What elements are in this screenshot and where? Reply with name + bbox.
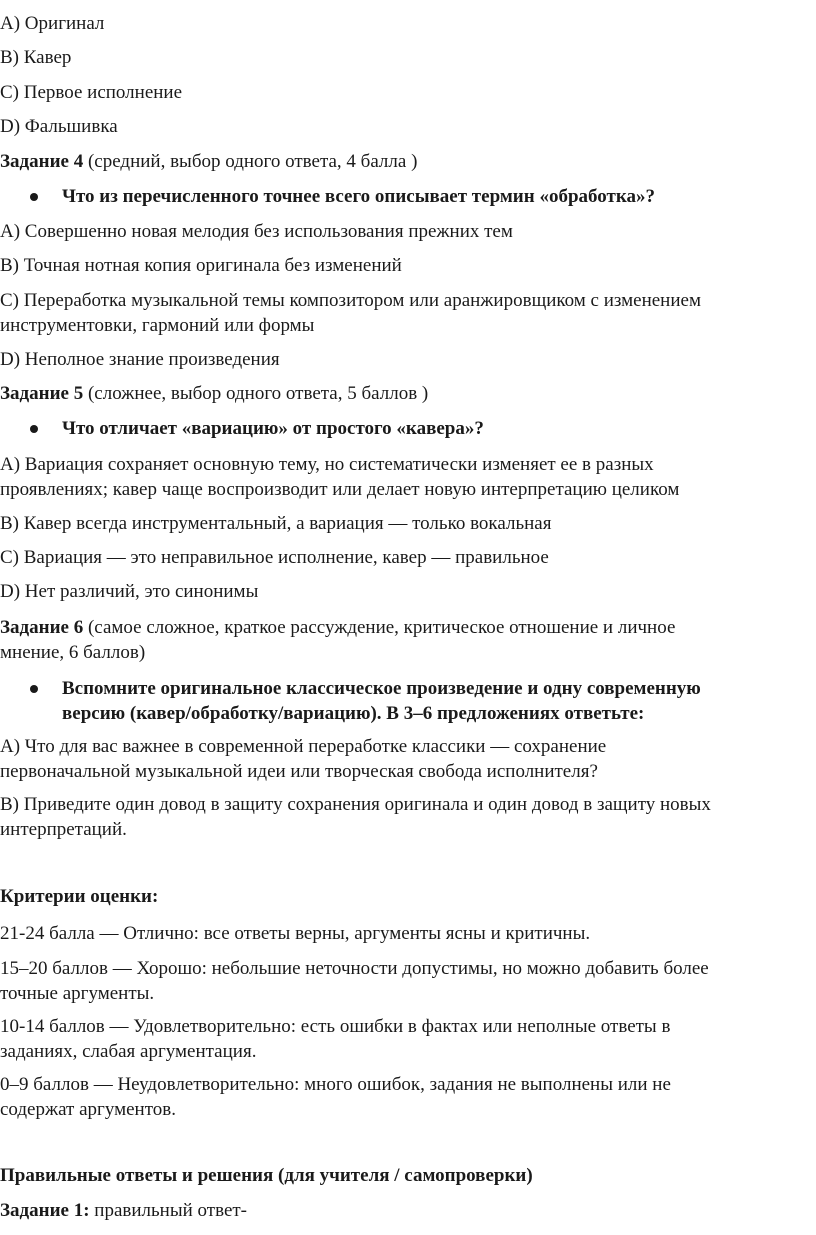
- task5-meta: (сложнее, выбор одного ответа, 5 баллов ): [83, 383, 429, 404]
- task6-meta: (самое сложное, краткое рассуждение, критическое отношение и личное: [83, 617, 676, 638]
- task4-option-b: B) Точная нотная копия оригинала без изменений: [0, 255, 402, 276]
- task5-option-a: A) Вариация сохраняет основную тему, но систематически изменяет ее в разных: [0, 454, 654, 475]
- task5-label: Задание 5: [0, 383, 84, 404]
- criteria-title: Критерии оценки:: [0, 886, 159, 907]
- criteria-good-cont: точные аргументы.: [0, 983, 155, 1004]
- task4-question: Что из перечисленного точнее всего описывает термин «обработка»?: [62, 186, 655, 207]
- task6-item-b: B) Приведите один довод в защиту сохранения оригинала и один довод в защиту новых: [0, 794, 711, 815]
- task4-option-c-cont: инструментовки, гармоний или формы: [0, 315, 315, 336]
- answers-task1-label: Задание 1:: [0, 1200, 90, 1221]
- task4-option-a: A) Совершенно новая мелодия без использования прежних тем: [0, 221, 513, 242]
- bullet-icon: [30, 425, 38, 433]
- criteria-satisfactory-cont: заданиях, слабая аргументация.: [0, 1041, 257, 1062]
- task6-label: Задание 6: [0, 617, 84, 638]
- task5-option-d: D) Нет различий, это синонимы: [0, 581, 259, 602]
- criteria-unsatisfactory: 0–9 баллов — Неудовлетворительно: много ошибок, задания не выполнены или не: [0, 1074, 671, 1095]
- criteria-satisfactory: 10-14 баллов — Удовлетворительно: есть ошибки в фактах или неполные ответы в: [0, 1016, 671, 1037]
- task6-item-a-cont: первоначальной музыкальной идеи или творческая свобода исполнителя?: [0, 761, 598, 782]
- bullet-icon: [30, 193, 38, 201]
- task4-meta: (средний, выбор одного ответа, 4 балла ): [83, 151, 418, 172]
- task6-heading: [0, 615, 800, 641]
- task5-heading: [0, 381, 800, 407]
- q3-option-a: A) Оригинал: [0, 13, 105, 34]
- criteria-unsatisfactory-cont: содержат аргументов.: [0, 1099, 176, 1120]
- task5-option-a-cont: проявлениях; кавер чаще воспроизводит или делает новую интерпретацию целиком: [0, 479, 680, 500]
- answers-title: Правильные ответы и решения (для учителя / самопроверки): [0, 1165, 533, 1186]
- criteria-good: 15–20 баллов — Хорошо: небольшие неточности допустимы, но можно добавить более: [0, 958, 709, 979]
- criteria-excellent: 21-24 балла — Отлично: все ответы верны, аргументы ясны и критичны.: [0, 923, 591, 944]
- task5-option-c: C) Вариация — это неправильное исполнение, кавер — правильное: [0, 547, 549, 568]
- task4-option-c: C) Переработка музыкальной темы композитором или аранжировщиком с изменением: [0, 290, 701, 311]
- task4-label: Задание 4: [0, 151, 84, 172]
- q3-option-c: C) Первое исполнение: [0, 82, 183, 103]
- q3-option-b: B) Кавер: [0, 47, 72, 68]
- task6-item-b-cont: интерпретаций.: [0, 819, 127, 840]
- q3-option-d: D) Фальшивка: [0, 116, 118, 137]
- task6-meta-cont: мнение, 6 баллов): [0, 642, 146, 663]
- task4-heading: [0, 149, 800, 175]
- task6-question: Вспомните оригинальное классическое произведение и одну современную: [62, 678, 701, 699]
- answers-task1-text: правильный ответ-: [89, 1200, 248, 1221]
- task4-option-d: D) Неполное знание произведения: [0, 349, 280, 370]
- task6-item-a: A) Что для вас важнее в современной переработке классики — сохранение: [0, 736, 607, 757]
- bullet-icon: [30, 685, 38, 693]
- answers-task1: [0, 1198, 800, 1224]
- task5-question: Что отличает «вариацию» от простого «кавера»?: [62, 418, 484, 439]
- task5-option-b: B) Кавер всегда инструментальный, а вариация — только вокальная: [0, 513, 552, 534]
- task6-question-cont: версию (кавер/обработку/вариацию). В 3–6 предложениях ответьте:: [62, 703, 645, 724]
